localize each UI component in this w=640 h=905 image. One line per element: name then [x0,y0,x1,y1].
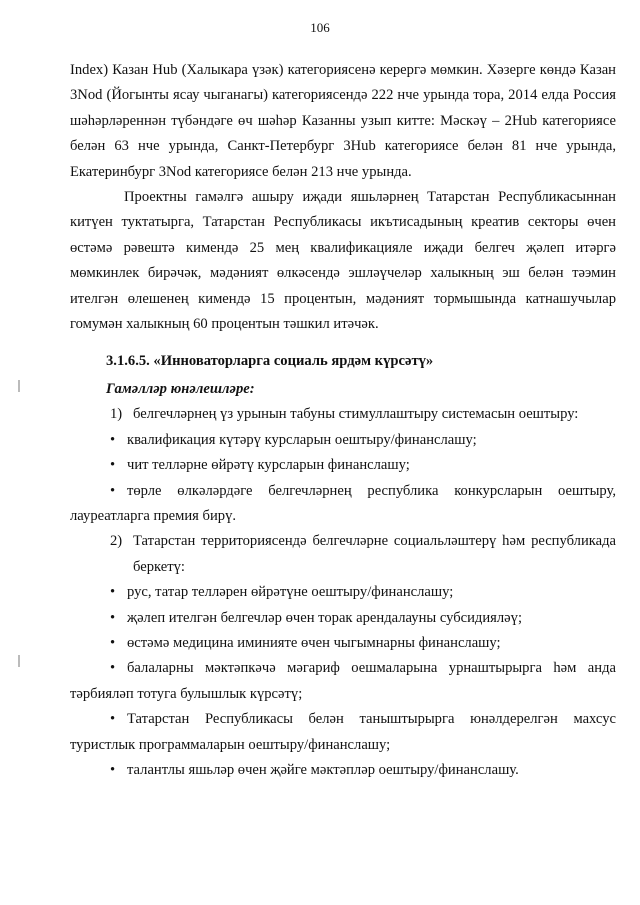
bullet-item [70,580,616,605]
bullet-text: төрле өлкәләрдәге белгечләрнең республика конкурсларын оештыру, лауреатларга премия бирү. [70,482,616,524]
bullet-icon: • [110,609,116,626]
bullet-item [70,631,616,656]
section-subheading: Гамәлләр юнәлешләре: [106,380,255,397]
bullet-icon: • [110,482,116,499]
bullet-item [70,758,616,783]
item-number: 2) [110,533,123,550]
section-heading: 3.1.6.5. «Инноваторларга социаль ярдәм күрсәтү» [106,353,434,370]
bullet-item [70,656,616,707]
bullet-text: рус, татар телләрен өйрәтүне оештыру/финанслашу; [127,584,454,601]
bullet-text: өстәмә медицина иминияте өчен чыгымнарны финанслашу; [127,634,501,651]
item-text: белгечләрнең үз урынын табуны стимуллаштыру системасын оештыру: [133,406,579,423]
numbered-item [70,402,616,427]
bullet-text: квалификация күтәрү курсларын оештыру/финанслашу; [127,431,477,448]
bullet-text: җәлеп ителгән белгечләр өчен торак арендалауны субсидияләү; [127,609,522,626]
scan-margin-mark [18,655,20,667]
bullet-item [70,428,616,453]
item-number: 1) [110,406,123,423]
page-body [70,58,616,783]
bullet-icon: • [110,457,116,474]
bullet-icon: • [110,761,116,778]
scan-margin-mark [18,380,20,392]
bullet-icon: • [110,634,116,651]
bullet-icon: • [110,660,116,677]
bullet-text: балаларны мәктәпкәчә мәгариф оешмаларына урнаштырырга һәм анда тәрбияләп тотуга булышлык күрсәтү; [70,660,616,702]
page-number: 106 [310,20,330,35]
bullet-icon: • [110,711,116,728]
bullet-item [70,606,616,631]
bullet-text: талантлы яшьләр өчен җәйге мәктәпләр оештыру/финанслашу. [127,761,519,778]
bullet-item [70,453,616,478]
bullet-text: чит телләрне өйрәтү курсларын финанслашу; [127,457,410,474]
paragraph: Проектны гамәлгә ашыру иҗади яшьләрнең Татарстан Республикасыннан китүен туктатырга, Татарстан Республикасы икътисадының креатив секторы өчен өстәмә рәвештә кимендә 25 мең квалификацияле иҗади белгеч җәлеп итәргә мөмкинлек бирәчәк, мәдәният өлкәсендә эшләүчеләр халыкның эш белән тәэмин ителгән өлешенең кимендә 15 процентын, мәдәният тормышында катнашучылар гомумән халыкның 60 процентын тәшкил итәчәк. [70,189,616,333]
bullet-text: Татарстан Республикасы белән таныштырырга юнәлдерелгән махсус туристлык программаларын оештыру/финанслашу; [70,711,616,753]
bullet-icon: • [110,584,116,601]
item-text: Татарстан территориясендә белгечләрне социальләштерү һәм республикада беркетү: [133,533,616,575]
bullet-item [70,479,616,530]
bullet-item [70,707,616,758]
numbered-item [70,529,616,580]
paragraph: Index) Казан Hub (Халыкара үзәк) категориясенә керергә мөмкин. Хәзерге көндә Казан 3Nod (Йогынты ясау чыганагы) категориясендә 222 нче урында тора, 2014 елда Россия шәһәрләреннән түбәндәге өч шәһәр Казанны узып китте: Мәскәү – 2Hub категориясе белән 63 нче урында, Санкт-Петербург 3Hub категориясе белән 81 нче урында, Екатеринбург 3Nod категориясе белән 213 нче урында. [70,62,616,180]
bullet-icon: • [110,431,116,448]
